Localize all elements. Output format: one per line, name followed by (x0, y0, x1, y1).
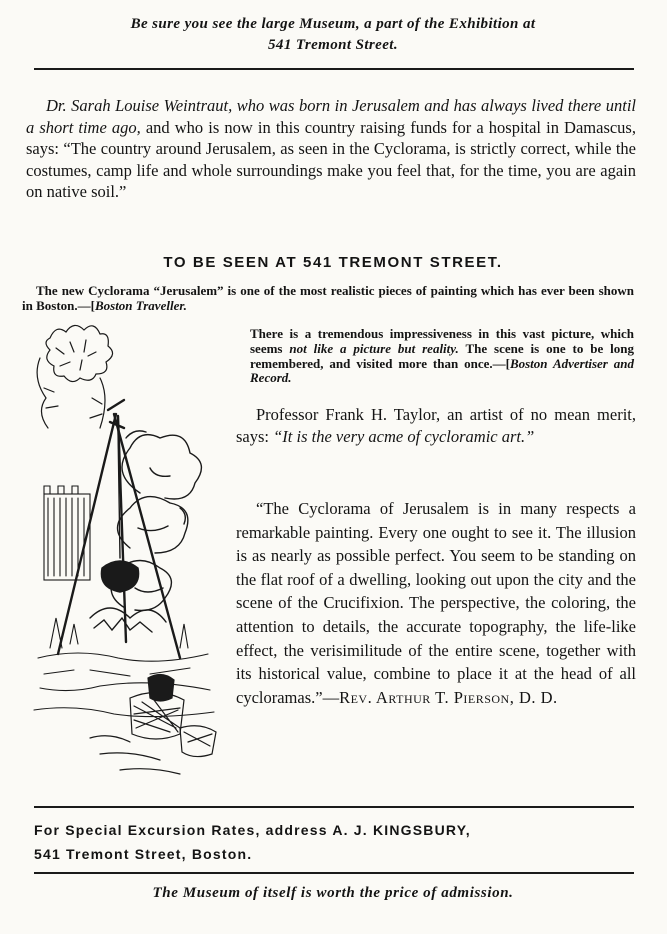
weintraut-quote: and who is now in this country raising funds for a hospital in Damascus, says: “The country around Jerusalem, as seen in the Cyclorama, is strictly correct, while the costumes, camp life and whole surroundings make you feel that, for the time, you are again on native soil.” (26, 117, 636, 202)
headline: TO BE SEEN AT 541 TREMONT STREET. (163, 254, 503, 271)
top-divider (34, 68, 634, 70)
header-line-1: Be sure you see the large Museum, a part of the Exhibition at (130, 16, 536, 32)
excursion-line-2: 541 Tremont Street, Boston. (34, 846, 253, 862)
baskets-illustration (90, 674, 216, 774)
ground-illustration (34, 618, 214, 717)
taylor-quote-italic: “It is the very acme of cycloramic art.” (273, 426, 535, 446)
taylor-text: Professor Frank H. Taylor, an artist of no mean merit, says: (236, 405, 636, 446)
camp-scene-illustration (30, 318, 228, 788)
foliage-illustration (37, 325, 112, 428)
header-line-2: 541 Tremont Street. (268, 37, 398, 53)
traveller-review (22, 284, 634, 314)
traveller-source: Boston Traveller. (94, 297, 187, 313)
advertiser-italic: not like a picture but reality. (289, 340, 459, 356)
footer-notice: The Museum of itself is worth the price of admission. (152, 885, 514, 901)
advertiser-text-b: The scene is one to be long remembered, and visited more than once.—[ (250, 340, 634, 371)
weintraut-testimonial (26, 95, 636, 203)
middle-divider (34, 806, 634, 808)
pierson-testimonial (236, 497, 636, 709)
weintraut-intro: Dr. Sarah Louise Weintraut, who was born in Jerusalem and has always lived there until a short time ago, (26, 96, 636, 137)
excursion-line-1: For Special Excursion Rates, address A. J. KINGSBURY, (34, 822, 471, 838)
excursion-notice (34, 818, 644, 866)
header-notice (20, 14, 646, 56)
advertiser-source: Boston Advertiser and Record. (250, 355, 634, 386)
advertiser-text-a: There is a tremendous impressiveness in this vast picture, which seems (250, 326, 634, 356)
taylor-quote (236, 404, 636, 447)
bottom-divider (34, 872, 634, 874)
pierson-author: Rev. Arthur T. Pierson, D. D. (339, 687, 558, 707)
pierson-text: “The Cyclorama of Jerusalem is in many respects a remarkable painting. Every one ought to see it. The illusion is as nearly as possible perfect. You seem to be standing on the flat roof of a dwelling, looking out upon the city and the scene of the Crucifixion. The perspective, the coloring, the attention to details, the accurate topography, the life-like effect, the verisimilitude of the entire scene, together with its historical value, combine to place it at the head of all cycloramas.”— (236, 499, 636, 707)
advertiser-review (250, 327, 634, 386)
city-wall-illustration (44, 486, 90, 580)
traveller-text: The new Cyclorama “Jerusalem” is one of the most realistic pieces of painting which has ever been shown in Boston.—[ (22, 283, 634, 313)
